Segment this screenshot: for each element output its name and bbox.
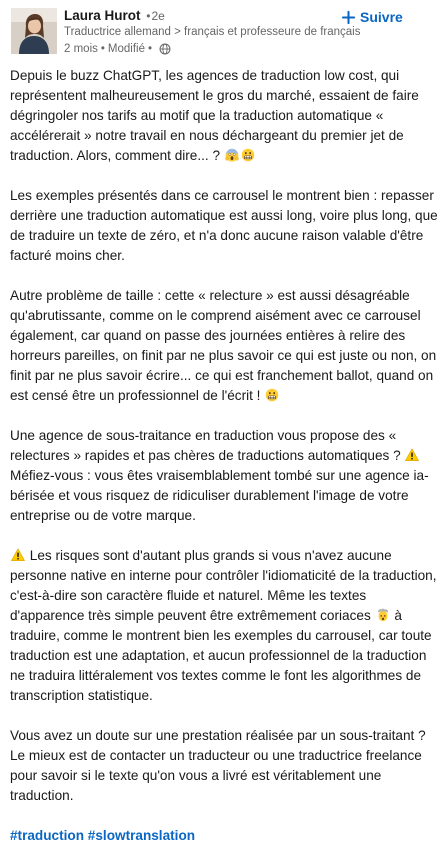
screaming-face-emoji <box>225 148 239 162</box>
hashtag-slowtranslation[interactable]: #slowtranslation <box>87 828 196 843</box>
meta-separator: • <box>100 43 105 55</box>
post-paragraph-1 <box>10 66 440 166</box>
plus-icon <box>342 11 355 24</box>
author-name-text[interactable]: Laura Hurot <box>64 8 141 23</box>
post-paragraph-4b-text: Méfiez-vous : vous êtes vraisemblablement tombé sur une agence ia-bérisée et vous risquez de ridiculiser durablement l'image de votre entreprise ou de votre marque. <box>10 468 429 523</box>
author-avatar[interactable] <box>11 8 57 54</box>
grimacing-face-emoji <box>241 148 255 162</box>
author-name[interactable] <box>64 8 165 23</box>
post-paragraph-2-text: Les exemples présentés dans ce carrousel le montrent bien : repasser derrière une traduction automatique est aussi long, voire plus long, que de traduire un texte de zéro, et n'a donc aucune raison valable d'être facturé moins cher. <box>10 188 438 263</box>
post-edited: Modifié <box>107 43 145 55</box>
globe-icon <box>159 43 171 55</box>
post-paragraph-3 <box>10 286 440 406</box>
warning-sign-emoji <box>405 448 419 462</box>
post-paragraph-5b-text: à traduire, comme le montrent bien les exemples du carrousel, car toute traduction est une adaptation, et aucun professionnel de la traduction ne traduira littéralement vos textes comme le font les algorithmes de transcription statistique. <box>10 608 432 703</box>
follow-button[interactable] <box>338 5 407 29</box>
post-paragraph-4 <box>10 426 440 526</box>
post-header <box>0 0 448 62</box>
post-paragraph-5a-text: Les risques sont d'autant plus grands si vous n'avez aucune personne native en interne pour contrôler l'idiomaticité de la traduction, c'est-à-dire son caractère fluide et naturel. Même les textes d'apparence très simple peuvent être extrêmement coriaces <box>10 548 437 623</box>
follow-label: Suivre <box>360 9 403 25</box>
connection-degree-text: 2e <box>151 9 165 23</box>
post-paragraph-4a-text: Une agence de sous-traitance en traduction vous propose des « relectures » rapides et pas chères de traductions automatiques ? <box>10 428 401 463</box>
exploding-head-emoji <box>376 608 390 622</box>
post-meta <box>64 42 171 56</box>
post-paragraph-6-text: Vous avez un doute sur une prestation réalisée par un sous-traitant ? Le mieux est de contacter un traducteur ou une traductrice freelance pour savoir si le texte qu'on vous a livré est véritablement une traduction. <box>10 728 426 803</box>
post-paragraph-6 <box>10 726 440 806</box>
author-headline: Traductrice allemand > français et professeure de français <box>64 26 361 38</box>
post-paragraph-2 <box>10 186 440 266</box>
hashtag-traduction[interactable]: #traduction <box>10 828 85 843</box>
meta-separator: • <box>147 43 153 55</box>
post-paragraph-5 <box>10 546 440 706</box>
hashtag-list <box>10 826 440 846</box>
connection-degree: •2e <box>146 9 165 23</box>
grimacing-face-emoji <box>265 388 279 402</box>
warning-sign-emoji <box>11 548 25 562</box>
post-paragraph-3-text: Autre problème de taille : cette « relecture » est aussi désagréable qu'abrutissante, comme on le comprend aisément avec ce carrousel également, car quand on passe des journées entières à relire des horreurs pareilles, on finit par ne plus savoir ce qui est juste ou non, on finit par ne plus savoir écrire... ce qui est franchement ballot, quand on est censé être un professionnel de l'écrit ! <box>10 288 437 403</box>
post-time: 2 mois <box>64 43 98 55</box>
post-paragraph-1-text: Depuis le buzz ChatGPT, les agences de traduction low cost, qui représentent malheureusement le gros du marché, essaient de faire dégringoler nos tarifs au motif que la traduction automatique « accélérerait » notre travail en nous déchargeant du premier jet de traduction. Alors, comment dire... ? <box>10 68 419 163</box>
post-text <box>10 66 440 846</box>
avatar-photo <box>11 8 57 54</box>
